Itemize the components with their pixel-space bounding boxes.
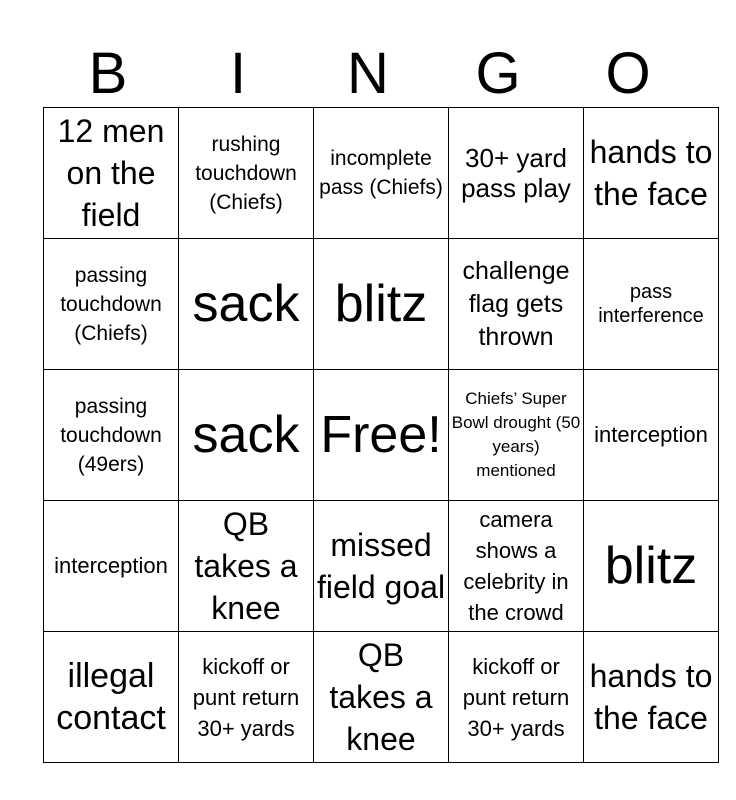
bingo-cell[interactable]: 12 men on the field [44,108,179,239]
bingo-cell[interactable]: kickoff or punt return 30+ yards [179,632,314,763]
bingo-cell[interactable]: Chiefs’ Super Bowl drought (50 years) mentioned [449,370,584,501]
bingo-cell[interactable]: rushing touchdown (Chiefs) [179,108,314,239]
bingo-cell[interactable]: sack [179,370,314,501]
bingo-header [43,40,693,108]
bingo-cell[interactable]: interception [44,501,179,632]
bingo-cell[interactable]: passing touchdown (49ers) [44,370,179,501]
bingo-board [43,107,719,763]
bingo-cell[interactable]: hands to the face [584,108,719,239]
bingo-cell[interactable]: illegal contact [44,632,179,763]
bingo-cell[interactable]: blitz [584,501,719,632]
bingo-cell[interactable]: QB takes a knee [314,632,449,763]
free-space-cell[interactable]: Free! [314,370,449,501]
bingo-cell[interactable]: QB takes a knee [179,501,314,632]
bingo-cell[interactable]: camera shows a celebrity in the crowd [449,501,584,632]
bingo-cell[interactable]: incomplete pass (Chiefs) [314,108,449,239]
header-letter-o: O [605,41,651,106]
bingo-cell[interactable]: kickoff or punt return 30+ yards [449,632,584,763]
board-row [44,632,719,763]
bingo-cell[interactable]: hands to the face [584,632,719,763]
board-row [44,239,719,370]
bingo-cell[interactable]: challenge flag gets thrown [449,239,584,370]
header-letter-b: B [88,41,128,106]
header-letter-i: I [229,41,247,106]
bingo-cell[interactable]: passing touchdown (Chiefs) [44,239,179,370]
board-row [44,501,719,632]
bingo-cell[interactable]: sack [179,239,314,370]
header-letter-n: N [347,41,389,106]
bingo-cell[interactable]: missed field goal [314,501,449,632]
bingo-cell[interactable]: pass interference [584,239,719,370]
bingo-cell[interactable]: 30+ yard pass play [449,108,584,239]
board-row [44,370,719,501]
bingo-cell[interactable]: interception [584,370,719,501]
header-letter-g: G [475,41,521,106]
board-row [44,108,719,239]
bingo-cell[interactable]: blitz [314,239,449,370]
